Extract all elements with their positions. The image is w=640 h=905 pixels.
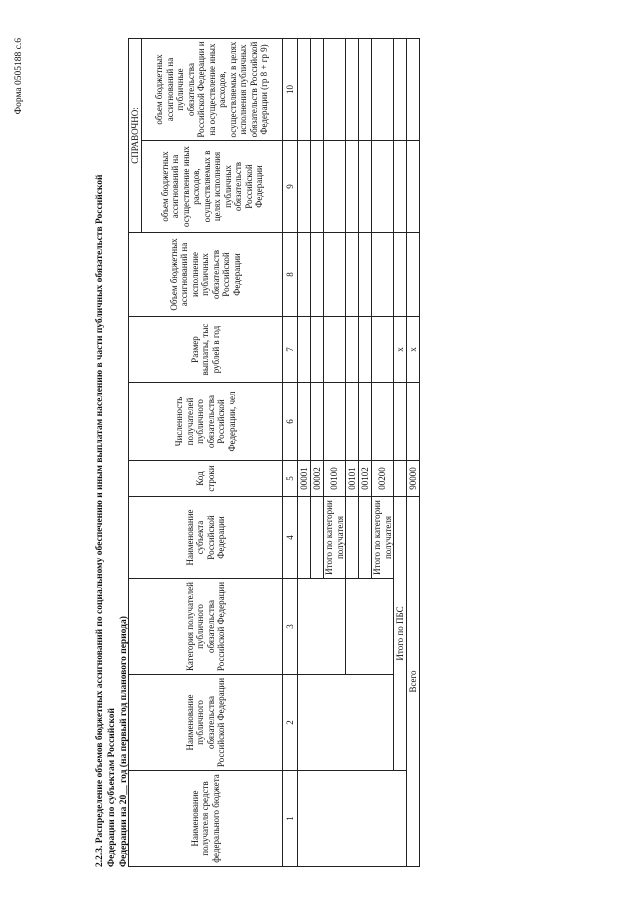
cell-value — [394, 39, 407, 141]
subtotal-label: Итого по категории получателя — [324, 497, 346, 579]
cell-value — [311, 141, 324, 233]
col-number: 5 — [283, 461, 298, 497]
col-header-9: объем бюджетных ассигнований на осуществление иных расходов, осуществляемых в целях исполнения публичных обязательств Российской Федерации — [142, 141, 283, 233]
cell-value — [298, 383, 311, 461]
cell-value — [394, 141, 407, 233]
cell-value — [324, 233, 346, 317]
cell-value — [372, 141, 394, 233]
col-header-10: объем бюджетных ассигнований на публичные обязательства Российской Федерации и на осуществление иных расходов, осуществляемых в целях исполнения публичных обязательств Российской Федерации (гр 8 + гр 9) — [142, 39, 283, 141]
cell-value — [298, 141, 311, 233]
col-number: 2 — [283, 675, 298, 771]
col-header-7: Размер выплаты, тыс рублей в год — [129, 317, 283, 383]
allocation-table — [128, 38, 420, 867]
cell-value — [359, 317, 372, 383]
pbs-total-label: Итого по ПБС — [394, 497, 407, 771]
cell-value — [298, 317, 311, 383]
row-code: 00001 — [298, 461, 311, 497]
cell-region — [298, 497, 311, 579]
cell-value — [407, 233, 420, 317]
col-number: 9 — [283, 141, 298, 233]
cell-value — [324, 383, 346, 461]
cell-value — [346, 383, 359, 461]
cell-value — [407, 39, 420, 141]
cell-value — [359, 383, 372, 461]
cell-value — [311, 233, 324, 317]
cell-value — [298, 233, 311, 317]
cell-value — [346, 233, 359, 317]
col-header-1: Наименование получателя средств федерального бюджета — [129, 771, 283, 867]
col-number: 1 — [283, 771, 298, 867]
col-number: 10 — [283, 39, 298, 141]
cell-value — [372, 39, 394, 141]
col-number: 6 — [283, 383, 298, 461]
table-heading — [94, 147, 130, 867]
cell-region — [359, 497, 372, 579]
column-number-row — [283, 39, 298, 867]
cell-value — [298, 39, 311, 141]
col-header-8: Объем бюджетных ассигнований на исполнение публичных обязательств Российской Федерации — [129, 233, 283, 317]
grand-total-label: Всего — [407, 497, 420, 867]
col-header-3: Категория получателей публичного обязательства Российской Федерации — [129, 579, 283, 675]
cell-category — [298, 579, 346, 675]
row-code: 00101 — [346, 461, 359, 497]
cell-region — [346, 497, 359, 579]
row-code — [394, 461, 407, 497]
table-row — [407, 39, 420, 867]
cell-value — [359, 233, 372, 317]
row-code: 00100 — [324, 461, 346, 497]
cell-value — [407, 383, 420, 461]
row-code: 00102 — [359, 461, 372, 497]
cell-value — [407, 141, 420, 233]
col-header-4: Наименование субъекта Российской Федерации — [129, 497, 283, 579]
col-number: 4 — [283, 497, 298, 579]
cell-value — [372, 383, 394, 461]
cell-value — [311, 39, 324, 141]
row-code: 00002 — [311, 461, 324, 497]
cell-value — [324, 317, 346, 383]
reference-header: СПРАВОЧНО: — [129, 39, 142, 233]
cell-obligation — [298, 675, 394, 771]
col-number: 3 — [283, 579, 298, 675]
table-row — [394, 39, 407, 867]
col-number: 7 — [283, 317, 298, 383]
col-header-2: Наименование публичного обязательства Российской Федерации — [129, 675, 283, 771]
col-header-6: Численность получателей публичного обязательства Российской Федерации, чел — [129, 383, 283, 461]
cell-value — [311, 383, 324, 461]
x-mark: x — [394, 317, 407, 383]
row-code: 00200 — [372, 461, 394, 497]
form-code: Форма 0505188 с.6 — [14, 38, 24, 115]
cell-recipient — [298, 771, 407, 867]
cell-value — [324, 141, 346, 233]
heading-line-2: Федерации на 20__ год (на первый год планового периода) — [119, 616, 129, 867]
cell-value — [359, 141, 372, 233]
x-mark: x — [407, 317, 420, 383]
col-number: 8 — [283, 233, 298, 317]
cell-value — [346, 141, 359, 233]
row-code: 90000 — [407, 461, 420, 497]
cell-value — [359, 39, 372, 141]
cell-value — [346, 317, 359, 383]
cell-value — [394, 233, 407, 317]
header-row — [129, 39, 142, 867]
cell-category — [346, 579, 394, 675]
cell-value — [372, 317, 394, 383]
cell-region — [311, 497, 324, 579]
table-row — [298, 39, 311, 867]
cell-value — [346, 39, 359, 141]
cell-value — [311, 317, 324, 383]
cell-value — [394, 383, 407, 461]
col-header-5: Код строки — [129, 461, 283, 497]
subtotal-label: Итого по категории получателя — [372, 497, 394, 579]
heading-line-1: 2.2.3. Распределение объемов бюджетных ассигнований по социальному обеспечению и иным выплатам населению в части публичных обязательств Российской Федерации по субъектам Российской — [95, 174, 117, 867]
cell-value — [372, 233, 394, 317]
cell-value — [324, 39, 346, 141]
